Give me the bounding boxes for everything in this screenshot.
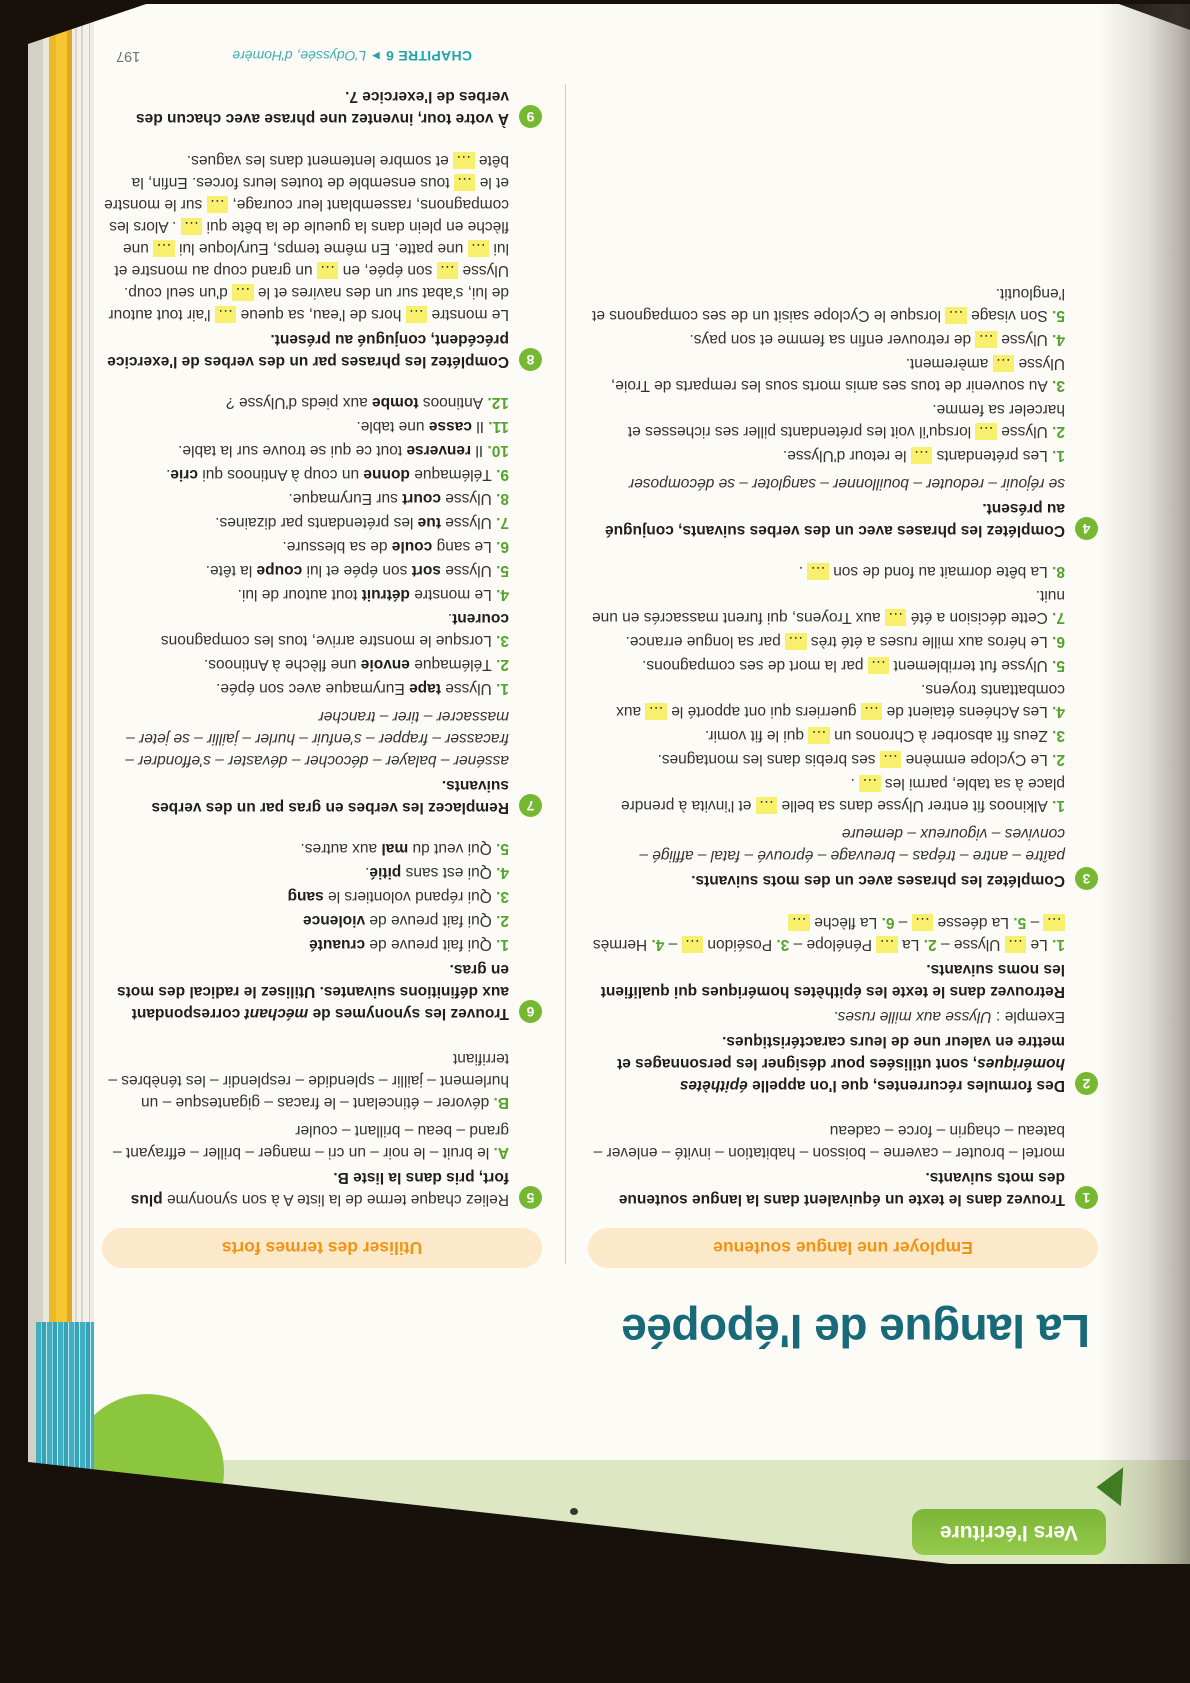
text-run: Des formules récurrentes, que l'on appelle bbox=[747, 1077, 1065, 1094]
exercise-7 bbox=[102, 389, 542, 818]
text-run: Complétez les phrases avec un des verbes suivants, conjugué au présent. bbox=[604, 500, 1065, 539]
item-number: 6. bbox=[491, 538, 509, 555]
exercise-item bbox=[588, 724, 1065, 746]
blank-highlight: … bbox=[945, 307, 967, 324]
exercise-item bbox=[102, 909, 509, 931]
exercise-item bbox=[102, 861, 509, 883]
item-number: 4. bbox=[1047, 331, 1065, 348]
exercise-intro bbox=[588, 1166, 1065, 1210]
text-run: envoie bbox=[360, 656, 410, 673]
text-run: – bbox=[894, 914, 912, 931]
text-run: La déesse bbox=[933, 914, 1010, 931]
item-number: 6. bbox=[877, 914, 895, 931]
exercise-flow bbox=[588, 911, 1065, 955]
text-run: pitié bbox=[369, 864, 402, 881]
item-number: 5. bbox=[1047, 657, 1065, 674]
page-title: La langue de l'épopée bbox=[621, 1305, 1090, 1357]
item-number: 4. bbox=[1047, 703, 1065, 720]
exercise-item bbox=[102, 677, 509, 699]
exercise-item bbox=[588, 398, 1065, 442]
text-run: Au souvenir de tous ses amis morts sous les remparts de Troie, Ulysse bbox=[611, 355, 1065, 394]
text-run: qui le fit vomir. bbox=[704, 727, 809, 744]
exercise-item bbox=[588, 328, 1065, 350]
text-run: Complétez les phrases par un des verbes de l'exercice précédent, conjugué au présent. bbox=[107, 331, 509, 370]
exercise-intro bbox=[588, 869, 1065, 891]
exercise-item bbox=[102, 391, 509, 413]
exercise-body bbox=[588, 280, 1065, 541]
exercise-intro bbox=[102, 1166, 509, 1210]
text-run: violence bbox=[303, 912, 366, 929]
item-number: 5. bbox=[491, 840, 509, 857]
text-run: Pénélope – bbox=[789, 936, 877, 953]
exercise-5 bbox=[102, 1041, 542, 1210]
text-run: Ulysse bbox=[440, 490, 492, 507]
text-run: une patte. En même temps, Euryloque lui bbox=[174, 240, 468, 257]
exercise-item bbox=[102, 439, 509, 461]
item-number: 10. bbox=[483, 442, 509, 459]
exercise-item bbox=[102, 415, 509, 437]
blank-highlight: … bbox=[317, 262, 339, 279]
exercise-6 bbox=[102, 835, 542, 1024]
text-run: – bbox=[664, 936, 682, 953]
text-run: tous ensemble de toutes leurs forces. Enfin, la bête bbox=[131, 152, 509, 191]
text-run: par sa longue errance. bbox=[625, 633, 786, 650]
item-number: 2. bbox=[1047, 423, 1065, 440]
text-run: guerriers qui ont apporté le bbox=[666, 703, 861, 720]
item-number: 9. bbox=[491, 466, 509, 483]
item-number: 3. bbox=[491, 888, 509, 905]
text-run: Le bbox=[1026, 936, 1048, 953]
text-run: Qui répand volontiers le bbox=[323, 888, 492, 905]
text-run: plus fort, pris dans la liste B. bbox=[130, 1169, 509, 1208]
exercise-intro bbox=[102, 85, 509, 129]
text-run: amèrement. bbox=[905, 355, 993, 372]
exercise-body bbox=[102, 82, 509, 129]
text-run: court bbox=[402, 490, 441, 507]
text-run: coule bbox=[391, 538, 433, 555]
item-number: 1. bbox=[491, 680, 509, 697]
text-run: dévorer – étincelant – le fracas – gigantesque – un hurlement – jaillir – splendide – resplendir – les ténèbres – terrifiant bbox=[108, 1050, 509, 1111]
blank-highlight: … bbox=[153, 240, 175, 257]
blank-highlight: … bbox=[975, 423, 997, 440]
exercise-item bbox=[102, 933, 509, 955]
text-run: . bbox=[166, 466, 171, 483]
exercise-flow bbox=[102, 149, 509, 325]
item-number: B. bbox=[489, 1094, 509, 1111]
exercise-item bbox=[102, 559, 509, 581]
page-content-rotated bbox=[94, 4, 1190, 1564]
exercise-list bbox=[588, 472, 1065, 494]
text-run: Eurymaque avec son épée. bbox=[216, 680, 410, 697]
exercise-item bbox=[102, 653, 509, 675]
text-run: Le monstre bbox=[427, 306, 509, 323]
text-run: mortel – brouter – caverne – boisson – habitation – invité – enlever – bateau – chagrin – force – cadeau bbox=[593, 1122, 1065, 1161]
text-run: aux autres. bbox=[300, 840, 382, 857]
exercise-number-badge: 8 bbox=[519, 348, 542, 371]
blank-highlight: … bbox=[181, 218, 203, 235]
blank-highlight: … bbox=[682, 936, 704, 953]
exercise-item bbox=[588, 352, 1065, 396]
text-run: Le héros aux mille ruses a été très bbox=[806, 633, 1048, 650]
exercise-9 bbox=[102, 82, 542, 129]
text-run: ses brebis dans les montagnes. bbox=[657, 751, 880, 768]
text-run: se réjouir – redouter – bouillonner – sangloter – se décomposer bbox=[629, 475, 1065, 492]
exercise-list bbox=[102, 1047, 509, 1113]
text-run: correspondant aux définitions suivantes. Utilisez le radical des bbox=[131, 983, 509, 1022]
item-number: 4. bbox=[491, 864, 509, 881]
text-run: , sont utilisées pour désigner les personnages et mettre en valeur une de leurs caractéristiques. bbox=[617, 1033, 1065, 1072]
exercise-number-badge: 5 bbox=[519, 1186, 542, 1209]
exercise-intro bbox=[588, 497, 1065, 541]
text-run: Cette décision a été bbox=[906, 609, 1048, 626]
exercise-intro bbox=[102, 328, 509, 372]
exercise-item bbox=[588, 678, 1065, 722]
blank-highlight: … bbox=[911, 447, 933, 464]
text-run: Télémaque bbox=[409, 466, 492, 483]
exercise-item bbox=[102, 837, 509, 859]
text-run: lorsque le Cyclope saisit un de ses compagnons et l'engloutit. bbox=[592, 285, 1065, 324]
blank-highlight: … bbox=[861, 703, 883, 720]
blank-highlight: … bbox=[859, 775, 881, 792]
text-run: Lorsque le monstre arrive, tous les compagnons bbox=[160, 632, 492, 649]
exercise-item bbox=[588, 630, 1065, 652]
text-run: Hermès bbox=[592, 936, 648, 953]
column-header-utiliser: Utiliser des termes forts bbox=[102, 1228, 542, 1268]
blank-highlight: … bbox=[437, 262, 459, 279]
exercise-item bbox=[588, 560, 1065, 582]
item-number: 2. bbox=[491, 656, 509, 673]
exercise-item bbox=[102, 535, 509, 557]
blank-highlight: … bbox=[885, 609, 907, 626]
text-run: et l'invita à prendre place à sa table, parmi les bbox=[620, 775, 1065, 814]
text-run: l'air tout autour de lui, s'abat sur un des navires et le bbox=[108, 284, 509, 323]
book-page bbox=[94, 4, 1190, 1564]
text-run: Le monstre bbox=[409, 586, 492, 603]
item-number: 3. bbox=[1047, 377, 1065, 394]
exercise-number-badge: 4 bbox=[1075, 517, 1098, 540]
blank-highlight: … bbox=[1044, 914, 1066, 931]
text-run: . bbox=[365, 864, 370, 881]
text-run: Ulysse bbox=[440, 562, 492, 579]
text-run: tape bbox=[409, 680, 441, 697]
item-number: 5. bbox=[491, 562, 509, 579]
text-run: de retrouver enfin sa femme et son pays. bbox=[689, 331, 976, 348]
text-run: renverse bbox=[406, 442, 472, 459]
item-number: 1. bbox=[491, 936, 509, 953]
text-run: Exemple : bbox=[991, 1008, 1065, 1025]
text-run: Il bbox=[471, 418, 484, 435]
item-number: 3. bbox=[1047, 727, 1065, 744]
exercise-item bbox=[588, 444, 1065, 466]
exercise-item bbox=[102, 463, 509, 485]
exercise-item bbox=[102, 607, 509, 651]
exercise-2 bbox=[588, 908, 1098, 1096]
exercise-number-badge: 7 bbox=[519, 794, 542, 817]
text-run: tout ce qui se trouve sur la table. bbox=[178, 442, 407, 459]
text-run: Poséidon bbox=[703, 936, 773, 953]
text-run: Il bbox=[471, 442, 484, 459]
text-run: Retrouvez dans le texte les épithètes homériques qui qualifient les noms suivants. bbox=[600, 961, 1065, 1000]
item-number: 2. bbox=[1047, 751, 1065, 768]
text-run: les prétendants par dizaines. bbox=[215, 514, 418, 531]
exercise-item bbox=[102, 583, 509, 605]
text-run: son épée, en bbox=[338, 262, 437, 279]
text-run: Le Cyclope emmène bbox=[901, 751, 1048, 768]
exercise-4 bbox=[588, 280, 1098, 541]
exercise-list bbox=[102, 705, 509, 771]
text-run: le retour d'Ulysse. bbox=[782, 447, 911, 464]
text-run: Alkinoos fit entrer Ulysse dans sa belle bbox=[777, 797, 1048, 814]
blank-highlight: … bbox=[876, 936, 898, 953]
exercise-body bbox=[102, 146, 509, 372]
exercise-example bbox=[588, 1005, 1065, 1027]
text-run: mal bbox=[381, 840, 409, 857]
blank-highlight: … bbox=[454, 174, 476, 191]
text-run: Trouvez les synonymes de bbox=[308, 1005, 509, 1022]
text-run: . bbox=[850, 775, 860, 792]
column-header-employer: Employer une langue soutenue bbox=[588, 1228, 1098, 1268]
book-page-edges bbox=[28, 8, 94, 1564]
text-run: une table. bbox=[356, 418, 429, 435]
text-run: Ulysse aux mille ruses. bbox=[833, 1008, 992, 1025]
column-left-exercises bbox=[588, 263, 1098, 1210]
text-run: À votre tour, inventez une phrase avec chacun des verbes de l'exercice 7. bbox=[136, 88, 509, 127]
exercise-item bbox=[588, 282, 1065, 326]
text-run: sort bbox=[411, 562, 441, 579]
exercise-intro bbox=[102, 958, 509, 1024]
blank-highlight: … bbox=[880, 751, 902, 768]
exercise-item bbox=[102, 885, 509, 907]
item-number: 5. bbox=[1009, 914, 1027, 931]
exercise-item bbox=[588, 748, 1065, 770]
blank-highlight: … bbox=[1005, 936, 1027, 953]
item-number: 3. bbox=[772, 936, 790, 953]
text-run: Remplacez les verbes en gras par un des verbes suivants. bbox=[151, 777, 509, 816]
text-run: Ulysse – bbox=[936, 936, 1005, 953]
text-run: tout autour de lui. bbox=[237, 586, 362, 603]
item-number: 6. bbox=[1047, 633, 1065, 650]
blank-highlight: … bbox=[468, 240, 490, 257]
text-run: – bbox=[1026, 914, 1044, 931]
text-run: Antinoos bbox=[418, 394, 484, 411]
exercise-number-badge: 9 bbox=[519, 105, 542, 128]
text-run: Qui est sans bbox=[401, 864, 492, 881]
text-run: paître – antre – trépas – breuvage – éprouvé – fatal – affligé – convives – vigoureux – demeure bbox=[639, 825, 1065, 864]
exercise-1 bbox=[588, 1113, 1098, 1210]
text-run: tombe bbox=[372, 394, 419, 411]
exercise-number-badge: 1 bbox=[1075, 1186, 1098, 1209]
blank-highlight: … bbox=[406, 306, 428, 323]
text-run: aux pieds d'Ulysse ? bbox=[226, 394, 372, 411]
text-run: Qui fait preuve de bbox=[365, 912, 492, 929]
column-divider bbox=[565, 84, 566, 1264]
item-number: 4. bbox=[491, 586, 509, 603]
text-run: la tête. bbox=[205, 562, 257, 579]
text-run: cruauté bbox=[309, 936, 366, 953]
exercise-body bbox=[102, 1041, 509, 1210]
item-number: 1. bbox=[1047, 797, 1065, 814]
text-run: La bbox=[897, 936, 920, 953]
text-run: un coup à Antinoos qui bbox=[197, 466, 364, 483]
exercise-8 bbox=[102, 146, 542, 372]
text-run: hors de l'eau, sa queue bbox=[236, 306, 406, 323]
blank-highlight: … bbox=[453, 152, 475, 169]
page-number: 197 bbox=[116, 48, 141, 64]
exercise-item bbox=[102, 511, 509, 533]
item-number: 1. bbox=[1047, 936, 1065, 953]
text-run: une flèche à Antinoos. bbox=[203, 656, 361, 673]
text-run: un grand coup au monstre et lui bbox=[114, 240, 509, 279]
text-run: casse bbox=[428, 418, 472, 435]
column-right-exercises bbox=[102, 65, 542, 1210]
text-run: coupe bbox=[256, 562, 303, 579]
exercise-intro bbox=[102, 774, 509, 818]
blank-highlight: … bbox=[756, 797, 778, 814]
page-footer bbox=[100, 48, 472, 64]
exercise-list bbox=[588, 822, 1065, 866]
exercise-intro bbox=[588, 958, 1065, 1002]
blank-highlight: … bbox=[975, 331, 997, 348]
text-run: Son visage bbox=[966, 307, 1048, 324]
text-run: mots en gras. bbox=[117, 961, 509, 1000]
blank-highlight: … bbox=[232, 284, 254, 301]
text-run: sang bbox=[287, 888, 324, 905]
text-run: Ulysse bbox=[996, 423, 1048, 440]
blank-highlight: … bbox=[215, 306, 237, 323]
exercise-number-badge: 2 bbox=[1075, 1072, 1098, 1095]
text-run: courent bbox=[452, 610, 509, 627]
text-run: Ulysse bbox=[996, 331, 1048, 348]
blank-highlight: … bbox=[808, 727, 830, 744]
exercise-intro bbox=[588, 1030, 1065, 1096]
blank-highlight: … bbox=[912, 914, 934, 931]
text-run: Le sang bbox=[432, 538, 492, 555]
text-run: et sombre lentement dans les vagues. bbox=[186, 152, 454, 169]
blank-highlight: … bbox=[789, 914, 811, 931]
text-run: La flèche bbox=[810, 914, 878, 931]
text-run: Reliez chaque terme de la liste A à son synonyme bbox=[162, 1191, 509, 1208]
text-run: une flèche en plein dans la gueule de la bête qui bbox=[123, 218, 509, 257]
text-run: Les Achéens étaient de bbox=[882, 703, 1048, 720]
text-run: Qui fait preuve de bbox=[365, 936, 492, 953]
book-title: L'Odyssée, d'Homère bbox=[232, 48, 367, 64]
text-run: asséner – balayer – décocher – dévaster – s'effondrer – fracasser – frapper – s'enfuir – hurler – jaillir – se jeter – massacrer – tirer – trancher bbox=[125, 708, 509, 769]
item-number: 1. bbox=[1047, 447, 1065, 464]
text-run: de sa blessure. bbox=[282, 538, 392, 555]
text-run: Ulysse bbox=[440, 680, 492, 697]
item-number: 12. bbox=[483, 394, 509, 411]
item-number: 3. bbox=[491, 632, 509, 649]
exercise-body bbox=[588, 558, 1065, 891]
text-run: Complétez les phrases avec un des mots suivants. bbox=[691, 872, 1065, 889]
text-run: Trouvez dans le texte un équivalent dans la langue soutenue des mots suivants. bbox=[618, 1169, 1065, 1208]
text-run: Qui veut du bbox=[408, 840, 492, 857]
text-run: crie bbox=[170, 466, 198, 483]
blank-highlight: … bbox=[207, 196, 229, 213]
exercise-3 bbox=[588, 558, 1098, 891]
text-run: aux Troyens, qui furent massacrés en une nuit. bbox=[592, 587, 1065, 626]
text-run: aux combattants troyens. bbox=[616, 681, 1065, 720]
text-run: Ulysse bbox=[440, 514, 492, 531]
exercise-item bbox=[102, 487, 509, 509]
blank-highlight: … bbox=[785, 633, 807, 650]
item-number: 2. bbox=[491, 912, 509, 929]
exercise-body bbox=[102, 389, 509, 818]
exercise-body bbox=[588, 908, 1065, 1096]
text-run: par la mort de ses compagnons. bbox=[642, 657, 868, 674]
text-run: . bbox=[447, 610, 453, 627]
blank-highlight: … bbox=[807, 563, 829, 580]
text-run: d'un seul coup. Ulysse bbox=[123, 262, 509, 301]
item-number: 8. bbox=[1047, 563, 1065, 580]
item-number: 5. bbox=[1047, 307, 1065, 324]
text-run: tue bbox=[417, 514, 441, 531]
exercise-list bbox=[588, 1119, 1065, 1163]
chapter-label: CHAPITRE 6 bbox=[385, 48, 472, 64]
text-run: épithètes homériques bbox=[679, 1055, 1065, 1094]
section-tab-label: Vers l'écriture bbox=[939, 1521, 1078, 1544]
blank-highlight: … bbox=[993, 355, 1015, 372]
scan-speck bbox=[570, 1508, 578, 1515]
exercise-number-badge: 6 bbox=[519, 1000, 542, 1023]
text-run: donne bbox=[363, 466, 410, 483]
item-number: 4. bbox=[647, 936, 665, 953]
exercise-item bbox=[588, 584, 1065, 628]
chapter-arrow-icon: ▶ bbox=[372, 50, 380, 62]
text-run: sur le monstre et le bbox=[104, 174, 509, 213]
item-number: 7. bbox=[1047, 609, 1065, 626]
item-number: A. bbox=[489, 1144, 509, 1161]
item-number: 2. bbox=[919, 936, 937, 953]
text-run: son épée et lui bbox=[302, 562, 412, 579]
text-run: lorsqu'il voit les prétendants piller ses richesses et harceler sa femme. bbox=[627, 401, 1065, 440]
exercise-body bbox=[102, 835, 509, 1024]
exercise-item bbox=[588, 772, 1065, 816]
text-run: détruit bbox=[361, 586, 410, 603]
blank-highlight: … bbox=[868, 657, 890, 674]
text-run: . bbox=[798, 563, 808, 580]
text-run: . Alors les compagnons, rassemblant leur courage, bbox=[109, 196, 509, 235]
text-run: Zeus fit absorber à Chronos un bbox=[829, 727, 1048, 744]
exercise-list bbox=[102, 1119, 509, 1163]
exercise-item bbox=[588, 654, 1065, 676]
text-run: Les prétendants bbox=[932, 447, 1048, 464]
text-run: La bête dormait au fond de son bbox=[828, 563, 1048, 580]
item-number: 11. bbox=[484, 418, 509, 435]
section-tab-vers-lecriture bbox=[912, 1509, 1106, 1555]
text-run: le bruit – le noir – un cri – manger – briller – effrayant – grand – beau – brillant – couler bbox=[112, 1122, 509, 1161]
exercise-body bbox=[588, 1113, 1065, 1210]
text-run: Ulysse fut terriblement bbox=[889, 657, 1048, 674]
exercise-number-badge: 3 bbox=[1075, 867, 1098, 890]
text-run: sur Eurymaque. bbox=[288, 490, 403, 507]
blank-highlight: … bbox=[645, 703, 667, 720]
text-run: Télémaque bbox=[409, 656, 492, 673]
text-run: méchant bbox=[244, 1005, 309, 1022]
item-number: 8. bbox=[491, 490, 509, 507]
item-number: 7. bbox=[491, 514, 509, 531]
